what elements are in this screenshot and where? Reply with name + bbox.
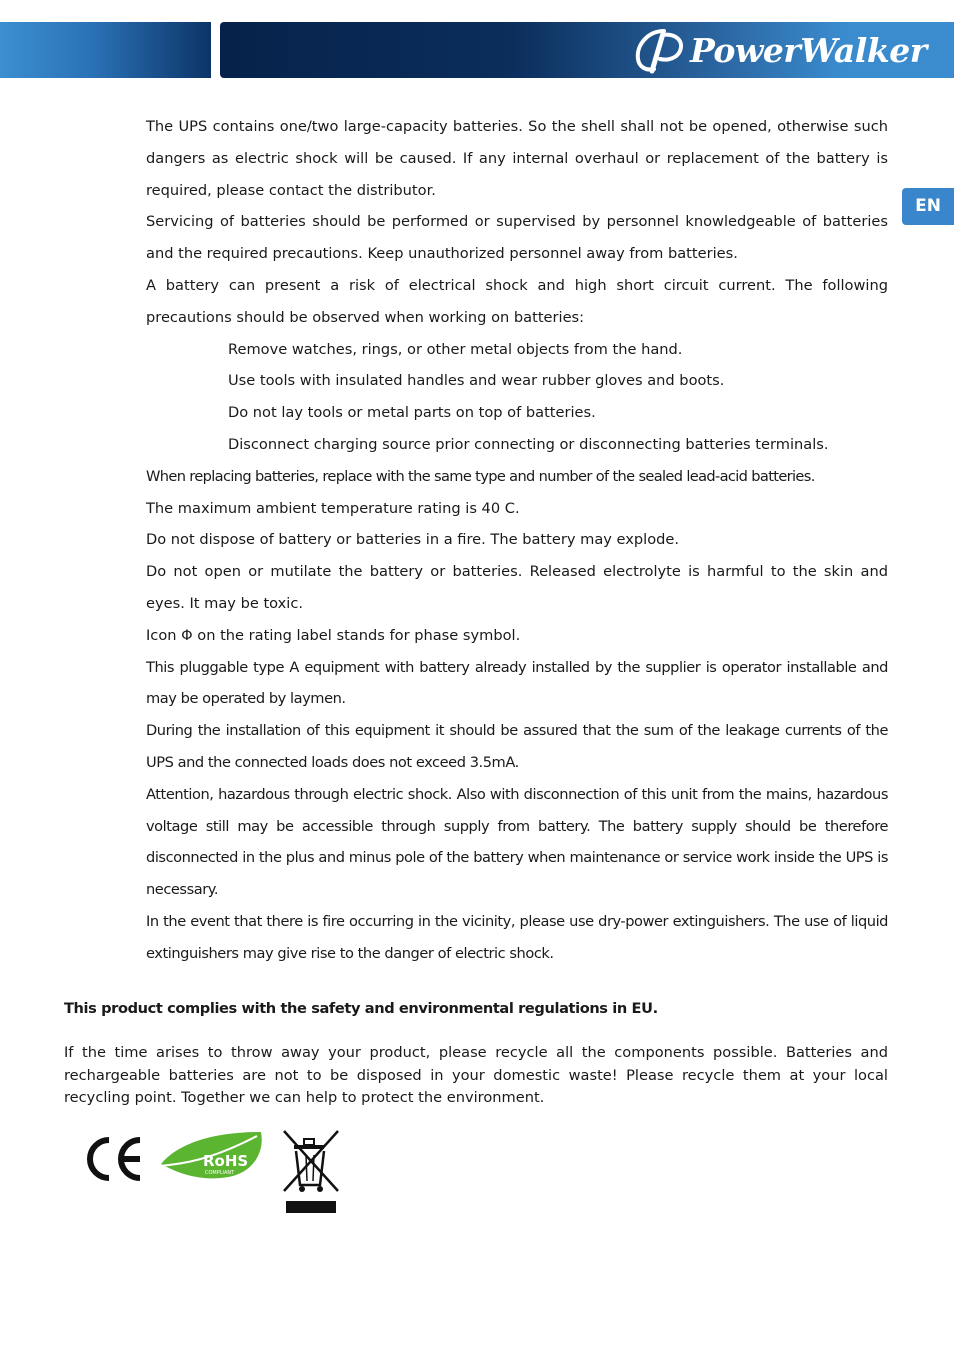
eu-compliance-heading: This product complies with the safety and environmental regulations in EU. (64, 1000, 658, 1017)
rohs-label: RoHS (203, 1152, 249, 1170)
ce-label: CE (84, 1136, 86, 1137)
safety-paragraph: A battery can present a risk of electrical shock and high short circuit current. The following precautions should be observed when working on batteries: (146, 276, 888, 326)
safety-instructions (146, 111, 888, 970)
rohs-leaf-icon (157, 1130, 267, 1182)
safety-paragraph: The maximum ambient temperature rating is 40 C. (146, 499, 520, 517)
safety-paragraph: This pluggable type A equipment with battery already installed by the supplier is operator installable and may be operated by laymen. (146, 658, 888, 708)
safety-paragraph: The UPS contains one/two large-capacity batteries. So the shell shall not be opened, otherwise such dangers as electric shock will be caused. If any internal overhaul or replacement of the battery is required, please contact the distributor. (146, 118, 888, 199)
eu-recycling-text: If the time arises to throw away your product, please recycle all the components possible. Batteries and rechargeable batteries are not to be disposed in your domestic waste! Please recycle them at your local recycling point. Together we can help to protect the environment. (64, 1044, 888, 1106)
language-tab-en[interactable]: EN (902, 188, 954, 225)
crossed-bin-icon (280, 1127, 342, 1217)
precaution-item: Remove watches, rings, or other metal objects from the hand. (228, 340, 683, 358)
rohs-compliant-label: COMPLIANT (205, 1170, 235, 1176)
page-header (0, 22, 954, 78)
safety-paragraph: In the event that there is fire occurring in the vicinity, please use dry-power extinguishers. The use of liquid extinguishers may give rise to the danger of electric shock. (146, 912, 888, 962)
safety-paragraph: During the installation of this equipment it should be assured that the sum of the leakage currents of the UPS and the connected loads does not exceed 3.5mA. (146, 722, 888, 771)
safety-paragraph: Do not dispose of battery or batteries in a fire. The battery may explode. (146, 531, 680, 549)
powerwalker-logo (632, 25, 944, 75)
ce-mark-icon (84, 1136, 146, 1182)
safety-paragraph: When replacing batteries, replace with the same type and number of the sealed lead-acid batteries. (146, 467, 815, 485)
brand-name: PowerWalker (690, 31, 927, 70)
safety-paragraph: Icon Φ on the rating label stands for phase symbol. (146, 626, 521, 644)
safety-paragraph: Attention, hazardous through electric shock. Also with disconnection of this unit from the mains, hazardous voltage still may be accessible through supply from battery. The battery supply should be therefore disconnected in the plus and minus pole of the battery when maintenance or service work inside the UPS is necessary. (146, 785, 888, 899)
safety-paragraph: Do not open or mutilate the battery or batteries. Released electrolyte is harmful to the skin and eyes. It may be toxic. (146, 563, 888, 612)
header-bar-left (0, 22, 211, 78)
power-swirl-icon (632, 25, 692, 75)
precaution-item: Do not lay tools or metal parts on top of batteries. (228, 404, 596, 422)
precaution-item: Disconnect charging source prior connecting or disconnecting batteries terminals. (228, 435, 829, 453)
safety-paragraph: Servicing of batteries should be performed or supervised by personnel knowledgeable of batteries and the required precautions. Keep unauthorized personnel away from batteries. (146, 213, 888, 263)
precaution-item: Use tools with insulated handles and wear rubber gloves and boots. (228, 372, 725, 390)
